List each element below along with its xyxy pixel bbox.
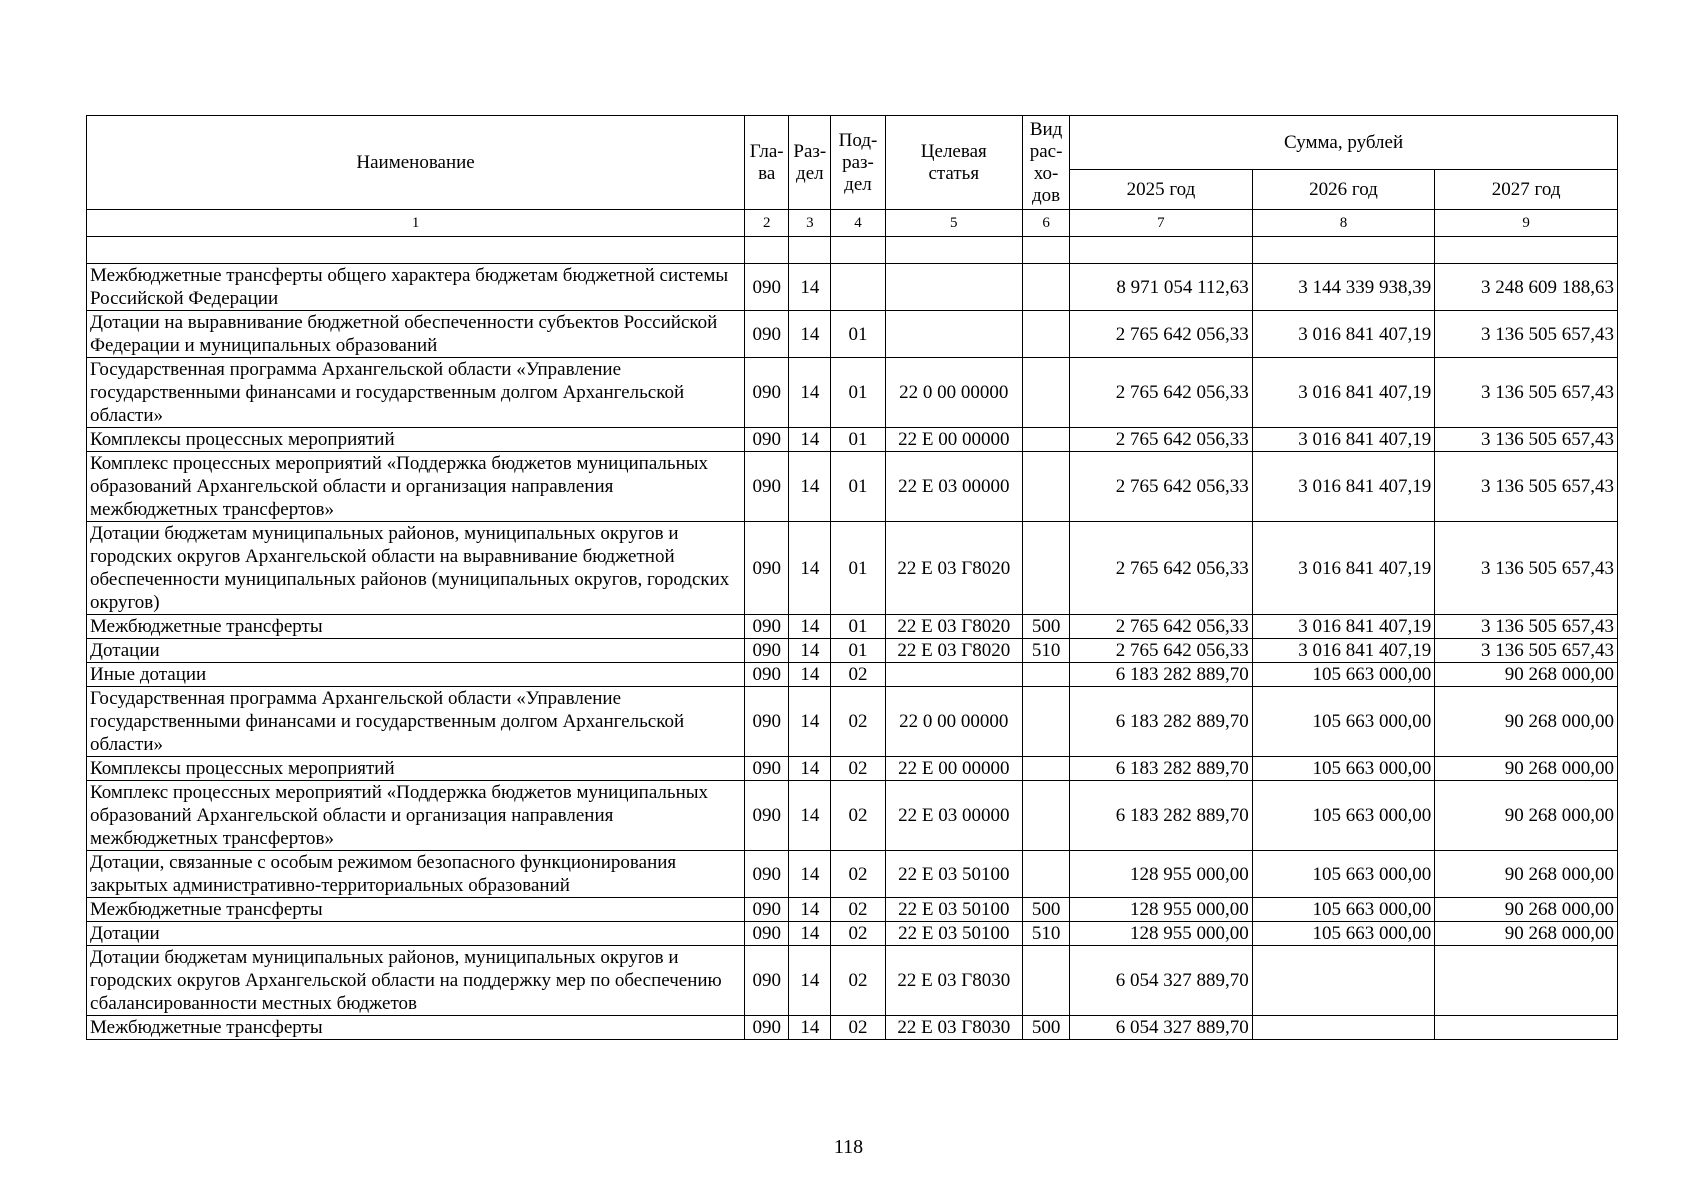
amount-2026: 3 016 841 407,19 <box>1252 428 1435 452</box>
amount-2026: 3 016 841 407,19 <box>1252 639 1435 663</box>
table-row <box>87 851 1618 898</box>
amount-2026: 105 663 000,00 <box>1252 781 1435 851</box>
header-sum: Сумма, рублей <box>1070 116 1618 170</box>
item-name: Межбюджетные трансферты <box>87 1016 745 1040</box>
amount-2026: 105 663 000,00 <box>1252 898 1435 922</box>
expense-type-code <box>1023 264 1070 311</box>
item-name: Комплекс процессных мероприятий «Поддержка бюджетов муниципальных образований Архангельской области и организация направления межбюджетных трансфертов» <box>87 452 745 522</box>
header-year-2025: 2025 год <box>1070 170 1253 210</box>
page-number: 118 <box>833 1136 864 1158</box>
amount-2025: 128 955 000,00 <box>1070 922 1253 946</box>
chapter-code: 090 <box>745 358 789 428</box>
chapter-code: 090 <box>745 1016 789 1040</box>
expense-type-code <box>1023 781 1070 851</box>
target-article: 22 Е 03 00000 <box>885 781 1022 851</box>
amount-2027: 90 268 000,00 <box>1435 922 1618 946</box>
amount-2025: 2 765 642 056,33 <box>1070 615 1253 639</box>
expense-type-code: 510 <box>1023 922 1070 946</box>
section-code: 14 <box>789 358 831 428</box>
table-row <box>87 311 1618 358</box>
target-article: 22 Е 03 Г8030 <box>885 1016 1022 1040</box>
column-number: 7 <box>1070 210 1253 237</box>
header-expense-type: Вид рас- хо- дов <box>1023 116 1070 210</box>
amount-2027: 3 136 505 657,43 <box>1435 428 1618 452</box>
amount-2025: 128 955 000,00 <box>1070 898 1253 922</box>
item-name: Комплексы процессных мероприятий <box>87 428 745 452</box>
target-article: 22 Е 03 Г8020 <box>885 522 1022 615</box>
amount-2026 <box>1252 946 1435 1016</box>
table-row <box>87 922 1618 946</box>
item-name: Межбюджетные трансферты <box>87 615 745 639</box>
subsection-code: 02 <box>831 781 885 851</box>
table-row <box>87 1016 1618 1040</box>
header-subsection: Под- раз- дел <box>831 116 885 210</box>
target-article: 22 Е 03 Г8030 <box>885 946 1022 1016</box>
target-article: 22 Е 00 00000 <box>885 428 1022 452</box>
section-code: 14 <box>789 428 831 452</box>
expense-type-code: 500 <box>1023 898 1070 922</box>
expense-type-code <box>1023 687 1070 757</box>
header-section: Раз- дел <box>789 116 831 210</box>
empty-cell <box>789 237 831 264</box>
section-code: 14 <box>789 311 831 358</box>
amount-2026 <box>1252 1016 1435 1040</box>
section-code: 14 <box>789 757 831 781</box>
amount-2027 <box>1435 1016 1618 1040</box>
item-name: Дотации <box>87 639 745 663</box>
subsection-code: 01 <box>831 358 885 428</box>
item-name: Комплекс процессных мероприятий «Поддержка бюджетов муниципальных образований Архангельской области и организация направления межбюджетных трансфертов» <box>87 781 745 851</box>
empty-cell <box>1070 237 1253 264</box>
table-row <box>87 781 1618 851</box>
chapter-code: 090 <box>745 311 789 358</box>
amount-2026: 3 016 841 407,19 <box>1252 311 1435 358</box>
section-code: 14 <box>789 946 831 1016</box>
column-number: 4 <box>831 210 885 237</box>
section-code: 14 <box>789 452 831 522</box>
table-body <box>87 210 1618 1040</box>
amount-2026: 105 663 000,00 <box>1252 851 1435 898</box>
subsection-code: 01 <box>831 428 885 452</box>
section-code: 14 <box>789 1016 831 1040</box>
target-article: 22 Е 03 50100 <box>885 851 1022 898</box>
target-article: 22 Е 03 Г8020 <box>885 639 1022 663</box>
chapter-code: 090 <box>745 639 789 663</box>
chapter-code: 090 <box>745 898 789 922</box>
column-number: 2 <box>745 210 789 237</box>
header-chapter: Гла- ва <box>745 116 789 210</box>
empty-cell <box>885 237 1022 264</box>
chapter-code: 090 <box>745 522 789 615</box>
subsection-code: 01 <box>831 522 885 615</box>
subsection-code: 02 <box>831 946 885 1016</box>
section-code: 14 <box>789 264 831 311</box>
amount-2026: 3 016 841 407,19 <box>1252 615 1435 639</box>
table-row <box>87 358 1618 428</box>
amount-2027: 3 136 505 657,43 <box>1435 311 1618 358</box>
amount-2027: 90 268 000,00 <box>1435 851 1618 898</box>
item-name: Межбюджетные трансферты общего характера бюджетам бюджетной системы Российской Федерации <box>87 264 745 311</box>
amount-2026: 3 016 841 407,19 <box>1252 358 1435 428</box>
amount-2026: 3 016 841 407,19 <box>1252 522 1435 615</box>
chapter-code: 090 <box>745 781 789 851</box>
subsection-code <box>831 264 885 311</box>
section-code: 14 <box>789 851 831 898</box>
section-code: 14 <box>789 639 831 663</box>
subsection-code: 02 <box>831 851 885 898</box>
empty-cell <box>1435 237 1618 264</box>
amount-2025: 6 183 282 889,70 <box>1070 781 1253 851</box>
target-article <box>885 311 1022 358</box>
expense-type-code: 510 <box>1023 639 1070 663</box>
column-number: 8 <box>1252 210 1435 237</box>
expense-type-code <box>1023 757 1070 781</box>
header-target: Целевая статья <box>885 116 1022 210</box>
amount-2025: 6 054 327 889,70 <box>1070 1016 1253 1040</box>
section-code: 14 <box>789 615 831 639</box>
empty-cell <box>831 237 885 264</box>
target-article: 22 Е 00 00000 <box>885 757 1022 781</box>
expense-type-code <box>1023 428 1070 452</box>
item-name: Комплексы процессных мероприятий <box>87 757 745 781</box>
table-row <box>87 428 1618 452</box>
subsection-code: 02 <box>831 663 885 687</box>
amount-2025: 2 765 642 056,33 <box>1070 311 1253 358</box>
amount-2027: 90 268 000,00 <box>1435 687 1618 757</box>
table-row <box>87 757 1618 781</box>
chapter-code: 090 <box>745 687 789 757</box>
chapter-code: 090 <box>745 946 789 1016</box>
subsection-code: 02 <box>831 687 885 757</box>
chapter-code: 090 <box>745 615 789 639</box>
table-row <box>87 639 1618 663</box>
amount-2027: 3 136 505 657,43 <box>1435 615 1618 639</box>
amount-2026: 3 016 841 407,19 <box>1252 452 1435 522</box>
chapter-code: 090 <box>745 428 789 452</box>
table-row <box>87 615 1618 639</box>
section-code: 14 <box>789 687 831 757</box>
chapter-code: 090 <box>745 452 789 522</box>
empty-cell <box>1023 237 1070 264</box>
subsection-code: 02 <box>831 922 885 946</box>
amount-2025: 128 955 000,00 <box>1070 851 1253 898</box>
expense-type-code <box>1023 311 1070 358</box>
section-code: 14 <box>789 522 831 615</box>
item-name: Дотации на выравнивание бюджетной обеспеченности субъектов Российской Федерации и муниципальных образований <box>87 311 745 358</box>
chapter-code: 090 <box>745 663 789 687</box>
expense-type-code <box>1023 522 1070 615</box>
chapter-code: 090 <box>745 264 789 311</box>
table-row <box>87 663 1618 687</box>
empty-cell <box>1252 237 1435 264</box>
amount-2027: 90 268 000,00 <box>1435 663 1618 687</box>
expense-type-code: 500 <box>1023 1016 1070 1040</box>
budget-table <box>86 115 1618 1040</box>
amount-2025: 6 183 282 889,70 <box>1070 663 1253 687</box>
table-row <box>87 687 1618 757</box>
column-number: 9 <box>1435 210 1618 237</box>
chapter-code: 090 <box>745 757 789 781</box>
item-name: Иные дотации <box>87 663 745 687</box>
section-code: 14 <box>789 781 831 851</box>
item-name: Межбюджетные трансферты <box>87 898 745 922</box>
amount-2027: 3 136 505 657,43 <box>1435 358 1618 428</box>
amount-2025: 6 054 327 889,70 <box>1070 946 1253 1016</box>
subsection-code: 01 <box>831 311 885 358</box>
subsection-code: 02 <box>831 898 885 922</box>
target-article: 22 Е 03 Г8020 <box>885 615 1022 639</box>
amount-2026: 105 663 000,00 <box>1252 757 1435 781</box>
subsection-code: 02 <box>831 757 885 781</box>
amount-2025: 2 765 642 056,33 <box>1070 522 1253 615</box>
column-number: 3 <box>789 210 831 237</box>
amount-2026: 105 663 000,00 <box>1252 687 1435 757</box>
item-name: Государственная программа Архангельской области «Управление государственными финансами и государственным долгом Архангельской области» <box>87 687 745 757</box>
amount-2025: 8 971 054 112,63 <box>1070 264 1253 311</box>
amount-2027: 90 268 000,00 <box>1435 898 1618 922</box>
amount-2027: 3 136 505 657,43 <box>1435 452 1618 522</box>
amount-2025: 6 183 282 889,70 <box>1070 757 1253 781</box>
column-number-row <box>87 210 1618 237</box>
amount-2026: 105 663 000,00 <box>1252 922 1435 946</box>
empty-cell <box>87 237 745 264</box>
column-number: 5 <box>885 210 1022 237</box>
column-number: 1 <box>87 210 745 237</box>
item-name: Дотации <box>87 922 745 946</box>
chapter-code: 090 <box>745 851 789 898</box>
header-year-2026: 2026 год <box>1252 170 1435 210</box>
chapter-code: 090 <box>745 922 789 946</box>
amount-2025: 2 765 642 056,33 <box>1070 358 1253 428</box>
amount-2025: 6 183 282 889,70 <box>1070 687 1253 757</box>
subsection-code: 01 <box>831 615 885 639</box>
expense-type-code: 500 <box>1023 615 1070 639</box>
table-row <box>87 452 1618 522</box>
section-code: 14 <box>789 663 831 687</box>
header-name: Наименование <box>87 116 745 210</box>
amount-2026: 3 144 339 938,39 <box>1252 264 1435 311</box>
item-name: Государственная программа Архангельской области «Управление государственными финансами и государственным долгом Архангельской области» <box>87 358 745 428</box>
target-article: 22 Е 03 00000 <box>885 452 1022 522</box>
amount-2025: 2 765 642 056,33 <box>1070 428 1253 452</box>
amount-2025: 2 765 642 056,33 <box>1070 639 1253 663</box>
section-code: 14 <box>789 922 831 946</box>
target-article: 22 0 00 00000 <box>885 358 1022 428</box>
subsection-code: 01 <box>831 639 885 663</box>
amount-2027: 3 136 505 657,43 <box>1435 639 1618 663</box>
expense-type-code <box>1023 452 1070 522</box>
target-article: 22 0 00 00000 <box>885 687 1022 757</box>
subsection-code: 01 <box>831 452 885 522</box>
amount-2027: 90 268 000,00 <box>1435 781 1618 851</box>
item-name: Дотации, связанные с особым режимом безопасного функционирования закрытых административно-территориальных образований <box>87 851 745 898</box>
section-code: 14 <box>789 898 831 922</box>
amount-2027: 90 268 000,00 <box>1435 757 1618 781</box>
amount-2026: 105 663 000,00 <box>1252 663 1435 687</box>
table-row <box>87 522 1618 615</box>
column-number: 6 <box>1023 210 1070 237</box>
target-article: 22 Е 03 50100 <box>885 898 1022 922</box>
table-row <box>87 898 1618 922</box>
table-row <box>87 946 1618 1016</box>
item-name: Дотации бюджетам муниципальных районов, муниципальных округов и городских округов Архангельской области на выравнивание бюджетной обеспеченности муниципальных районов (муниципальных округов, городских округов) <box>87 522 745 615</box>
target-article: 22 Е 03 50100 <box>885 922 1022 946</box>
amount-2027: 3 248 609 188,63 <box>1435 264 1618 311</box>
target-article <box>885 663 1022 687</box>
expense-type-code <box>1023 663 1070 687</box>
amount-2025: 2 765 642 056,33 <box>1070 452 1253 522</box>
amount-2027 <box>1435 946 1618 1016</box>
target-article <box>885 264 1022 311</box>
expense-type-code <box>1023 358 1070 428</box>
empty-row <box>87 237 1618 264</box>
amount-2027: 3 136 505 657,43 <box>1435 522 1618 615</box>
expense-type-code <box>1023 946 1070 1016</box>
empty-cell <box>745 237 789 264</box>
expense-type-code <box>1023 851 1070 898</box>
subsection-code: 02 <box>831 1016 885 1040</box>
table-row <box>87 264 1618 311</box>
item-name: Дотации бюджетам муниципальных районов, муниципальных округов и городских округов Архангельской области на поддержку мер по обеспечению сбалансированности местных бюджетов <box>87 946 745 1016</box>
header-year-2027: 2027 год <box>1435 170 1618 210</box>
